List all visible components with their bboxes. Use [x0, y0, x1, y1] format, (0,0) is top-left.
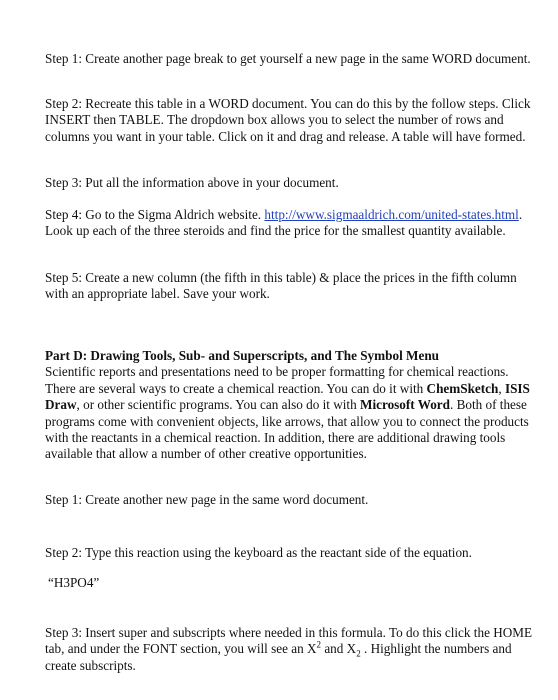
isis-draw-label: ISIS Draw [45, 380, 530, 413]
part-d-step2-paragraph: Step 2: Type this reaction using the keyboard as the reactant side of the equation. [45, 545, 472, 560]
step3-text-mid: and X [321, 641, 357, 657]
step2-paragraph: Step 2: Recreate this table in a WORD document. You can do this by the follow steps. Click INSERT then TABLE. The dropdown box allows you to select the number of rows and columns you want in your table. Click on it and drag and release. A table will have formed. [45, 96, 531, 144]
step3-text-prefix: Step 3: Insert super and subscripts where needed in this formula. To do this click the HOME tab, and under the FONT section, you will see an X [45, 625, 533, 657]
step1-paragraph: Step 1: Create another page break to get yourself a new page in the same WORD document. [45, 51, 531, 66]
part-d-block [45, 348, 535, 463]
formula-text: “H3PO4” [48, 575, 100, 590]
part-d-heading: Part D: Drawing Tools, Sub- and Superscripts, and The Symbol Menu [45, 348, 439, 363]
sigma-aldrich-link[interactable]: http://www.sigmaaldrich.com/united-states.html [264, 207, 519, 222]
microsoft-word-label: Microsoft Word [360, 397, 450, 413]
step4-paragraph [45, 207, 535, 240]
step3-paragraph: Step 3: Put all the information above in your document. [45, 175, 339, 190]
superscript-label: 2 [316, 640, 322, 651]
step5-paragraph: Step 5: Create a new column (the fifth in this table) & place the prices in the fifth column with an appropriate label. Save your work. [45, 270, 517, 302]
step4-text-suffix: . Look up each of the three steroids and find the price for the smallest quantity available. [45, 207, 523, 239]
step3-text-suffix: . Highlight the numbers and create subscripts. [45, 641, 512, 673]
subscript-label: 2 [356, 649, 361, 660]
part-d-intro-2: , or other scientific programs. You can also do it with [76, 397, 360, 413]
part-d-step3-paragraph [45, 625, 535, 674]
part-d-separator: , [498, 380, 505, 396]
chemsketch-label: ChemSketch [426, 380, 499, 396]
part-d-intro-3: . Both of these programs come with convenient objects, like arrows, that allow you to connect the products with the reactants in a chemical reaction. In addition, there are additional drawing tools available that allow a number of other creative opportunities. [45, 397, 529, 462]
part-d-step1-paragraph: Step 1: Create another new page in the same word document. [45, 492, 369, 507]
part-d-intro-1: Scientific reports and presentations need to be proper formatting for chemical reactions. There are several ways to create a chemical reaction. You can do it with [45, 364, 509, 396]
step4-text-prefix: Step 4: Go to the Sigma Aldrich website. [45, 207, 265, 222]
